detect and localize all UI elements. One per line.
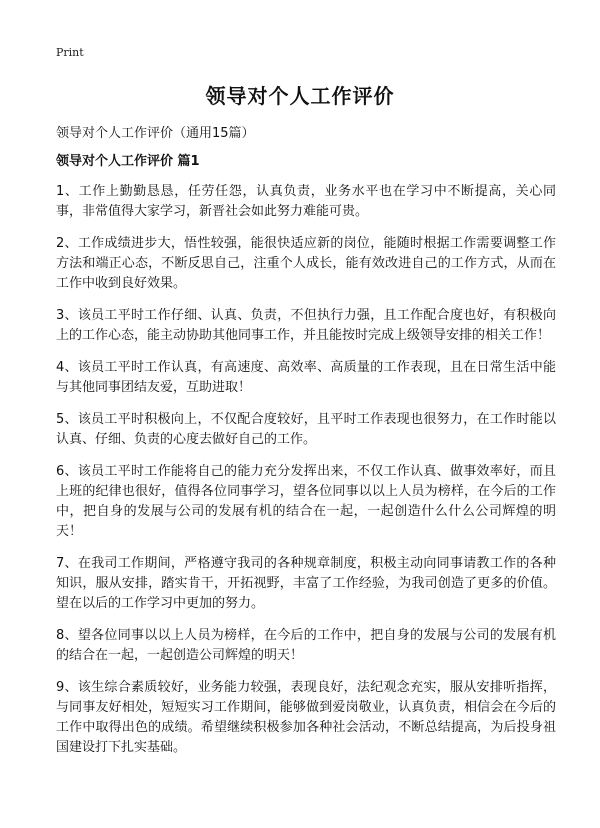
evaluation-item-6: 6、该员工平时工作能将自己的能力充分发挥出来，不仅工作认真、做事效率好，而且上班的纪律也很好，值得各位同事学习，望各位同事以以上人员为榜样，在今后的工作中，把自身的发展与公司的发展有机的结合在一起，一起创造什么什么公司辉煌的明天！ — [56, 464, 556, 539]
section-heading: 领导对个人工作评价 篇1 — [56, 154, 200, 169]
evaluation-list — [56, 182, 556, 770]
page-title: 领导对个人工作评价 — [205, 84, 395, 108]
evaluation-item-9: 9、该生综合素质较好，业务能力较强，表现良好，法纪观念充实，服从安排听指挥，与同事友好相处，短短实习工作期间，能够做到爱岗敬业，认真负责，相信会在今后的工作中取得出色的成绩。希望继续积极参加各种社会活动，不断总结提高，为后投身祖国建设打下扎实基础。 — [56, 680, 556, 755]
evaluation-item-3: 3、该员工平时工作仔细、认真、负责，不但执行力强，且工作配合度也好，有积极向上的工作心态，能主动协助其他同事工作，并且能按时完成上级领导安排的相关工作！ — [56, 308, 556, 343]
document-subtitle: 领导对个人工作评价（通用15篇） — [56, 126, 255, 141]
evaluation-item-7: 7、在我司工作期间，严格遵守我司的各种规章制度，积极主动向同事请教工作的各种知识，服从安排，踏实肯干，开拓视野，丰富了工作经验，为我司创造了更多的价值。望在以后的工作学习中更加的努力。 — [56, 556, 556, 611]
print-link[interactable]: Print — [56, 46, 84, 59]
evaluation-item-8: 8、望各位同事以以上人员为榜样，在今后的工作中，把自身的发展与公司的发展有机的结合在一起，一起创造公司辉煌的明天！ — [56, 628, 556, 663]
evaluation-item-4: 4、该员工平时工作认真，有高速度、高效率、高质量的工作表现，且在日常生活中能与其他同事团结友爱，互助进取！ — [56, 360, 556, 395]
evaluation-item-1: 1、工作上勤勤恳恳，任劳任怨，认真负责，业务水平也在学习中不断提高，关心同事，非常值得大家学习，新晋社会如此努力难能可贵。 — [56, 184, 556, 219]
evaluation-item-2: 2、工作成绩进步大，悟性较强，能很快适应新的岗位，能随时根据工作需要调整工作方法和端正心态，不断反思自己，注重个人成长，能有效改进自己的工作方式，从而在工作中收到良好效果。 — [56, 236, 556, 291]
evaluation-item-5: 5、该员工平时积极向上，不仅配合度较好，且平时工作表现也很努力，在工作时能以认真、仔细、负责的心度去做好自己的工作。 — [56, 412, 556, 447]
